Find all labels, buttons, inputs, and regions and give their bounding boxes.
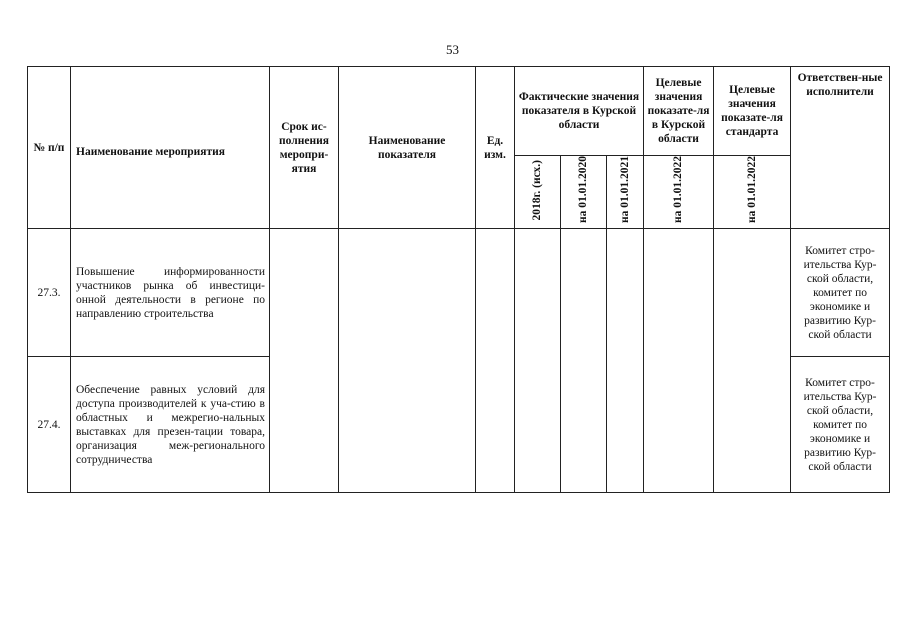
row-event-name: Повышение информированности участников рынка об инвестици-онной деятельности в регионе по направлению строительства: [71, 229, 270, 357]
header-actual-values: Фактические значения показателя в Курской области: [515, 67, 644, 156]
header-num: № п/п: [28, 67, 71, 229]
row-indicator-name: [339, 229, 476, 493]
row-num: 27.3.: [28, 229, 71, 357]
header-unit: Ед. изм.: [476, 67, 515, 229]
header-sub-2021: [607, 156, 644, 229]
header-deadline: Срок ис-полнения меропри-ятия: [270, 67, 339, 229]
header-sub-2020: [561, 156, 607, 229]
sub-2022-std-label: на 01.01.2022: [745, 156, 758, 224]
page-number: 53: [446, 42, 459, 57]
row-deadline: [270, 229, 339, 493]
header-sub-2022-kursk: [644, 156, 714, 229]
row-val-2018: [515, 229, 561, 493]
sub-2020-label: на 01.01.2020: [577, 156, 589, 224]
header-target-standard: Целевые значения показате-ля стандарта: [714, 67, 791, 156]
sub-2018-label: 2018г. (исх.): [531, 159, 543, 221]
row-val-2022-std: [714, 229, 791, 493]
row-responsible: Комитет стро-ительства Кур-ской области, комитет по экономике и развитию Кур-ской области: [791, 357, 890, 493]
row-event-name: Обеспечение равных условий для доступа производителей к уча-стию в областных и межрегио-нальных выставках для презен-тации товара, организация меж-регионального сотрудничества: [71, 357, 270, 493]
row-unit: [476, 229, 515, 493]
measures-table: [27, 66, 890, 493]
header-sub-2018: [515, 156, 561, 229]
header-event-name: Наименование мероприятия: [71, 67, 270, 229]
sub-2022-kursk-label: на 01.01.2022: [672, 156, 685, 224]
header-indicator-name: Наименование показателя: [339, 67, 476, 229]
sub-2021-label: на 01.01.2021: [618, 156, 631, 224]
row-responsible: Комитет стро-ительства Кур-ской области, комитет по экономике и развитию Кур-ской области: [791, 229, 890, 357]
table-row: [28, 229, 890, 357]
row-val-2020: [561, 229, 607, 493]
row-val-2022-kursk: [644, 229, 714, 493]
header-responsible: Ответствен-ные исполнители: [791, 67, 890, 229]
header-sub-2022-std: [714, 156, 791, 229]
header-target-kursk: Целевые значения показате-ля в Курской области: [644, 67, 714, 156]
row-num: 27.4.: [28, 357, 71, 493]
row-val-2021: [607, 229, 644, 493]
